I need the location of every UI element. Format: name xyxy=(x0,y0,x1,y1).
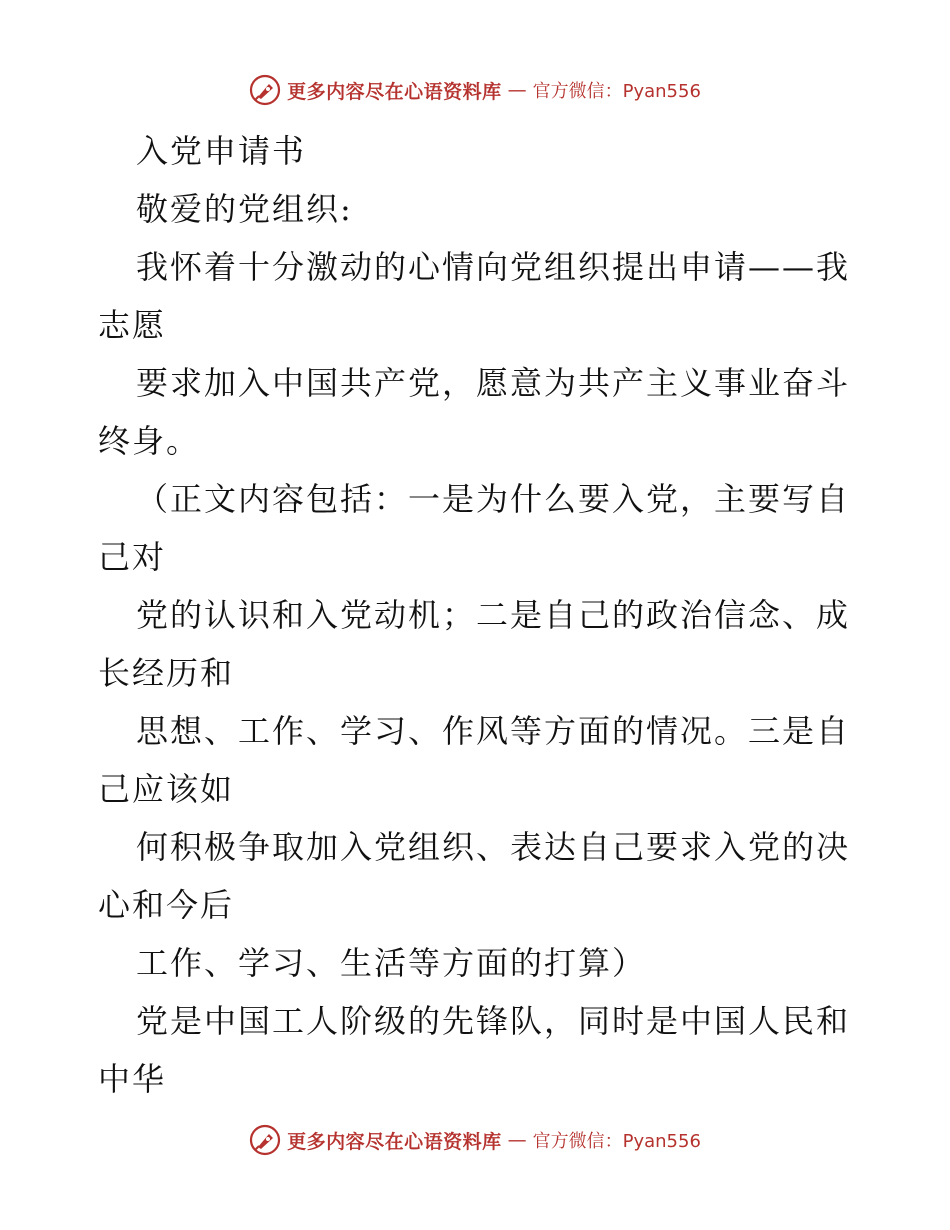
document-line: 己应该如 xyxy=(98,770,235,808)
footer-banner xyxy=(0,1120,950,1160)
header-banner-separator: — xyxy=(507,79,527,101)
document-line: 工作、学习、生活等方面的打算） xyxy=(136,944,647,982)
document-line: 中华 xyxy=(98,1060,167,1098)
footer-banner-separator: — xyxy=(507,1129,527,1151)
document-line: 要求加入中国共产党，愿意为共产主义事业奋斗 xyxy=(136,364,851,402)
document-line: 敬爱的党组织: xyxy=(136,190,353,228)
document-body xyxy=(98,122,858,1108)
document-line: 思想、工作、学习、作风等方面的情况。三是自 xyxy=(136,712,851,750)
header-wechat-label: 官方微信：Pyan556 xyxy=(532,81,701,102)
footer-wechat-label: 官方微信：Pyan556 xyxy=(532,1131,701,1152)
pen-nib-logo-icon xyxy=(249,74,281,106)
header-banner-text: 更多内容尽在心语资料库 xyxy=(287,80,502,103)
document-line: 长经历和 xyxy=(98,654,235,692)
document-line: 心和今后 xyxy=(98,886,235,924)
document-line: 入党申请书 xyxy=(136,132,307,170)
document-line: 己对 xyxy=(98,538,167,576)
document-line: 志愿 xyxy=(98,306,167,344)
document-line: （正文内容包括：一是为什么要入党，主要写自 xyxy=(136,480,851,518)
pen-nib-logo-icon xyxy=(249,1124,281,1156)
document-line: 终身。 xyxy=(98,422,201,460)
document-line: 党的认识和入党动机；二是自己的政治信念、成 xyxy=(136,596,851,634)
document-line: 我怀着十分激动的心情向党组织提出申请——我 xyxy=(136,248,851,286)
footer-banner-text: 更多内容尽在心语资料库 xyxy=(287,1130,502,1153)
document-line: 党是中国工人阶级的先锋队，同时是中国人民和 xyxy=(136,1002,851,1040)
document-line: 何积极争取加入党组织、表达自己要求入党的决 xyxy=(136,828,851,866)
header-banner xyxy=(0,70,950,110)
